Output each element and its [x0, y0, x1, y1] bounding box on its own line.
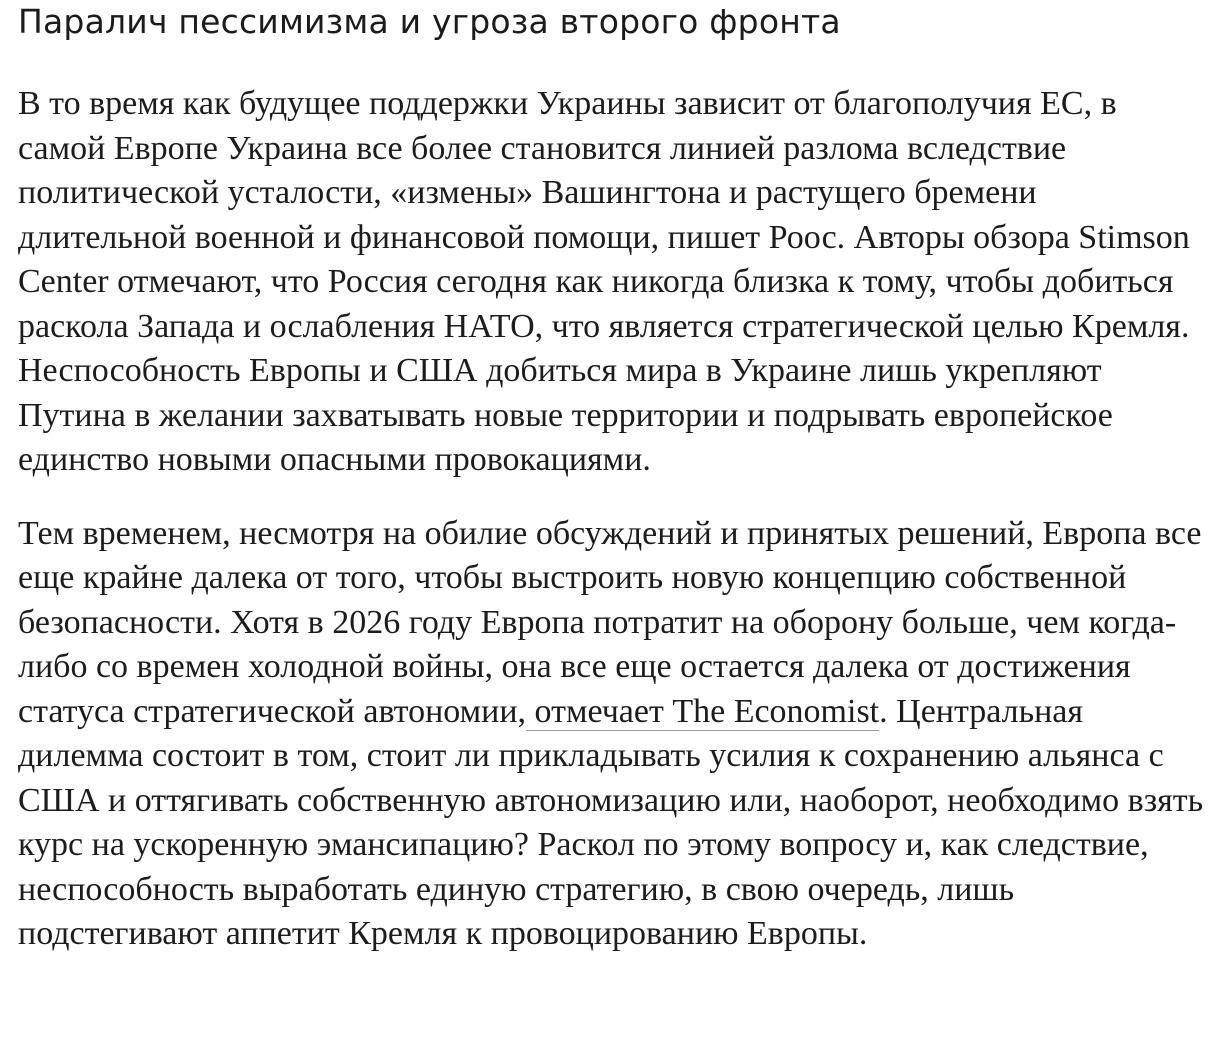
paragraph-2	[18, 512, 1210, 957]
paragraph-1: В то время как будущее поддержки Украины зависит от благополучия ЕС, в самой Европе Украина все более становится линией разлома вследствие политической усталости, «измены» Вашингтона и растущего бремени длительной военной и финансовой помощи, пишет Роос. Авторы обзора Stimson Center отмечают, что Россия сегодня как никогда близка к тому, чтобы добиться раскола Запада и ослабления НАТО, что является стратегической целью Кремля. Неспособность Европы и США добиться мира в Украине лишь укрепляют Путина в желании захватывать новые территории и подрывать европейское единство новыми опасными провокациями.	[18, 85, 1190, 478]
paragraph-2-text-before-link: Тем временем, несмотря на обилие обсуждений и принятых решений, Европа все еще крайне далека от того, чтобы выстроить новую концепцию собственной безопасности. Хотя в 2026 году Европа потратит на оборону больше, чем когда-либо со времен холодной войны, она все еще остается далека от достижения статуса стратегической автономии,	[18, 514, 1202, 730]
economist-source-link[interactable]: отмечает The Economist	[526, 692, 880, 730]
article-body	[18, 0, 1210, 957]
section-heading: Паралич пессимизма и угроза второго фронта	[18, 2, 841, 41]
paragraph-2-text-after-link: . Центральная дилемма состоит в том, стоит ли прикладывать усилия к сохранению альянса с США и оттягивать собственную автономизацию или, наоборот, необходимо взять курс на ускоренную эмансипацию? Раскол по этому вопросу и, как следствие, неспособность выработать единую стратегию, в свою очередь, лишь подстегивают аппетит Кремля к провоцированию Европы.	[18, 692, 1204, 952]
